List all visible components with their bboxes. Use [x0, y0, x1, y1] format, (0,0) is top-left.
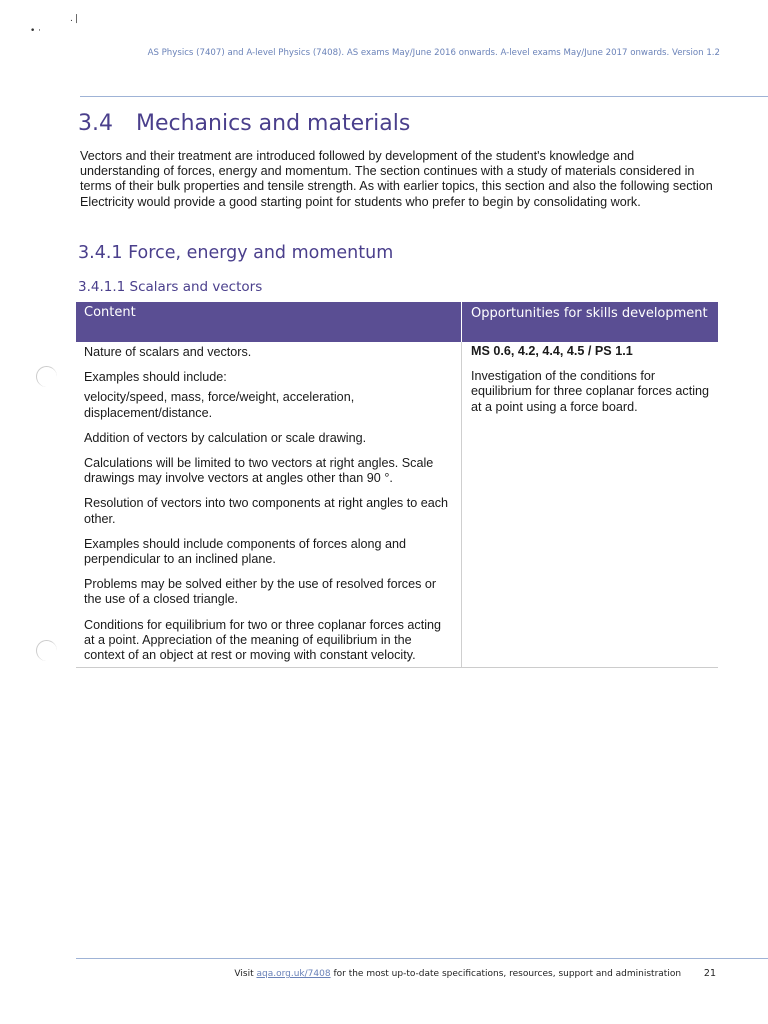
content-item: Examples should include components of forces along and perpendicular to an inclined plane. [84, 536, 407, 567]
content-item: Addition of vectors by calculation or scale drawing. [84, 430, 367, 445]
content-item: velocity/speed, mass, force/weight, acceleration, displacement/distance. [84, 390, 355, 420]
section-intro: Vectors and their treatment are introduced followed by development of the student's knowledge and understanding of forces, energy and momentum. The section continues with a study of materials considered in terms of their bulk properties and tensile strength. As with earlier topics, this section and also the following section Electricity would provide a good starting point for students who prefer to begin by consolidating work. [80, 149, 713, 209]
subsection-title: Force, energy and momentum [128, 243, 394, 263]
footer-visit: Visit [234, 969, 254, 979]
subsection-heading [78, 243, 393, 263]
header-skills: Opportunities for skills development [471, 306, 708, 321]
spec-table [76, 302, 718, 668]
section-heading [78, 111, 410, 136]
content-item: Examples should include: [84, 370, 227, 385]
content-item: Calculations will be limited to two vectors at right angles. Scale drawings may involve vectors at angles other than 90 °. [84, 456, 434, 486]
scan-mark: .❘ [70, 14, 81, 24]
content-item: Problems may be solved either by the use of resolved forces or the use of a closed triangle. [84, 577, 437, 607]
content-item: Nature of scalars and vectors. [84, 345, 252, 359]
punch-hole [36, 366, 57, 387]
scan-mark: • · [30, 26, 42, 36]
content-item: Conditions for equilibrium for two or three coplanar forces acting at a point. Appreciation of the meaning of equilibrium in the context of an object at rest or moving with constant velocity. [84, 617, 441, 663]
content-item: Resolution of vectors into two components at right angles to each other. [84, 496, 449, 526]
skills-column [462, 342, 718, 667]
subsection-number: 3.4.1 [78, 243, 123, 263]
punch-hole [36, 640, 57, 661]
subsubsection-number: 3.4.1.1 [78, 279, 126, 295]
section-number: 3.4 [78, 111, 113, 136]
page-number: 21 [703, 968, 716, 979]
header-divider [80, 96, 768, 97]
footer-divider [76, 958, 768, 959]
running-head: AS Physics (7407) and A-level Physics (7408). AS exams May/June 2016 onwards. A-level exams May/June 2017 onwards. Version 1.2 [147, 48, 720, 58]
skills-code: MS 0.6, 4.2, 4.4, 4.5 / PS 1.1 [471, 344, 633, 358]
header-content: Content [76, 302, 462, 342]
subsubsection-heading [78, 279, 262, 295]
footer [80, 968, 716, 979]
skills-description: Investigation of the conditions for equilibrium for three coplanar forces acting at a point using a force board. [471, 369, 710, 414]
footer-text: for the most up-to-date specifications, resources, support and administration [333, 969, 682, 979]
subsubsection-title: Scalars and vectors [129, 279, 263, 295]
table-header [76, 302, 718, 342]
content-column [76, 342, 462, 667]
table-row [76, 342, 718, 668]
footer-link[interactable]: aqa.org.uk/7408 [256, 969, 331, 979]
section-title: Mechanics and materials [136, 111, 411, 136]
